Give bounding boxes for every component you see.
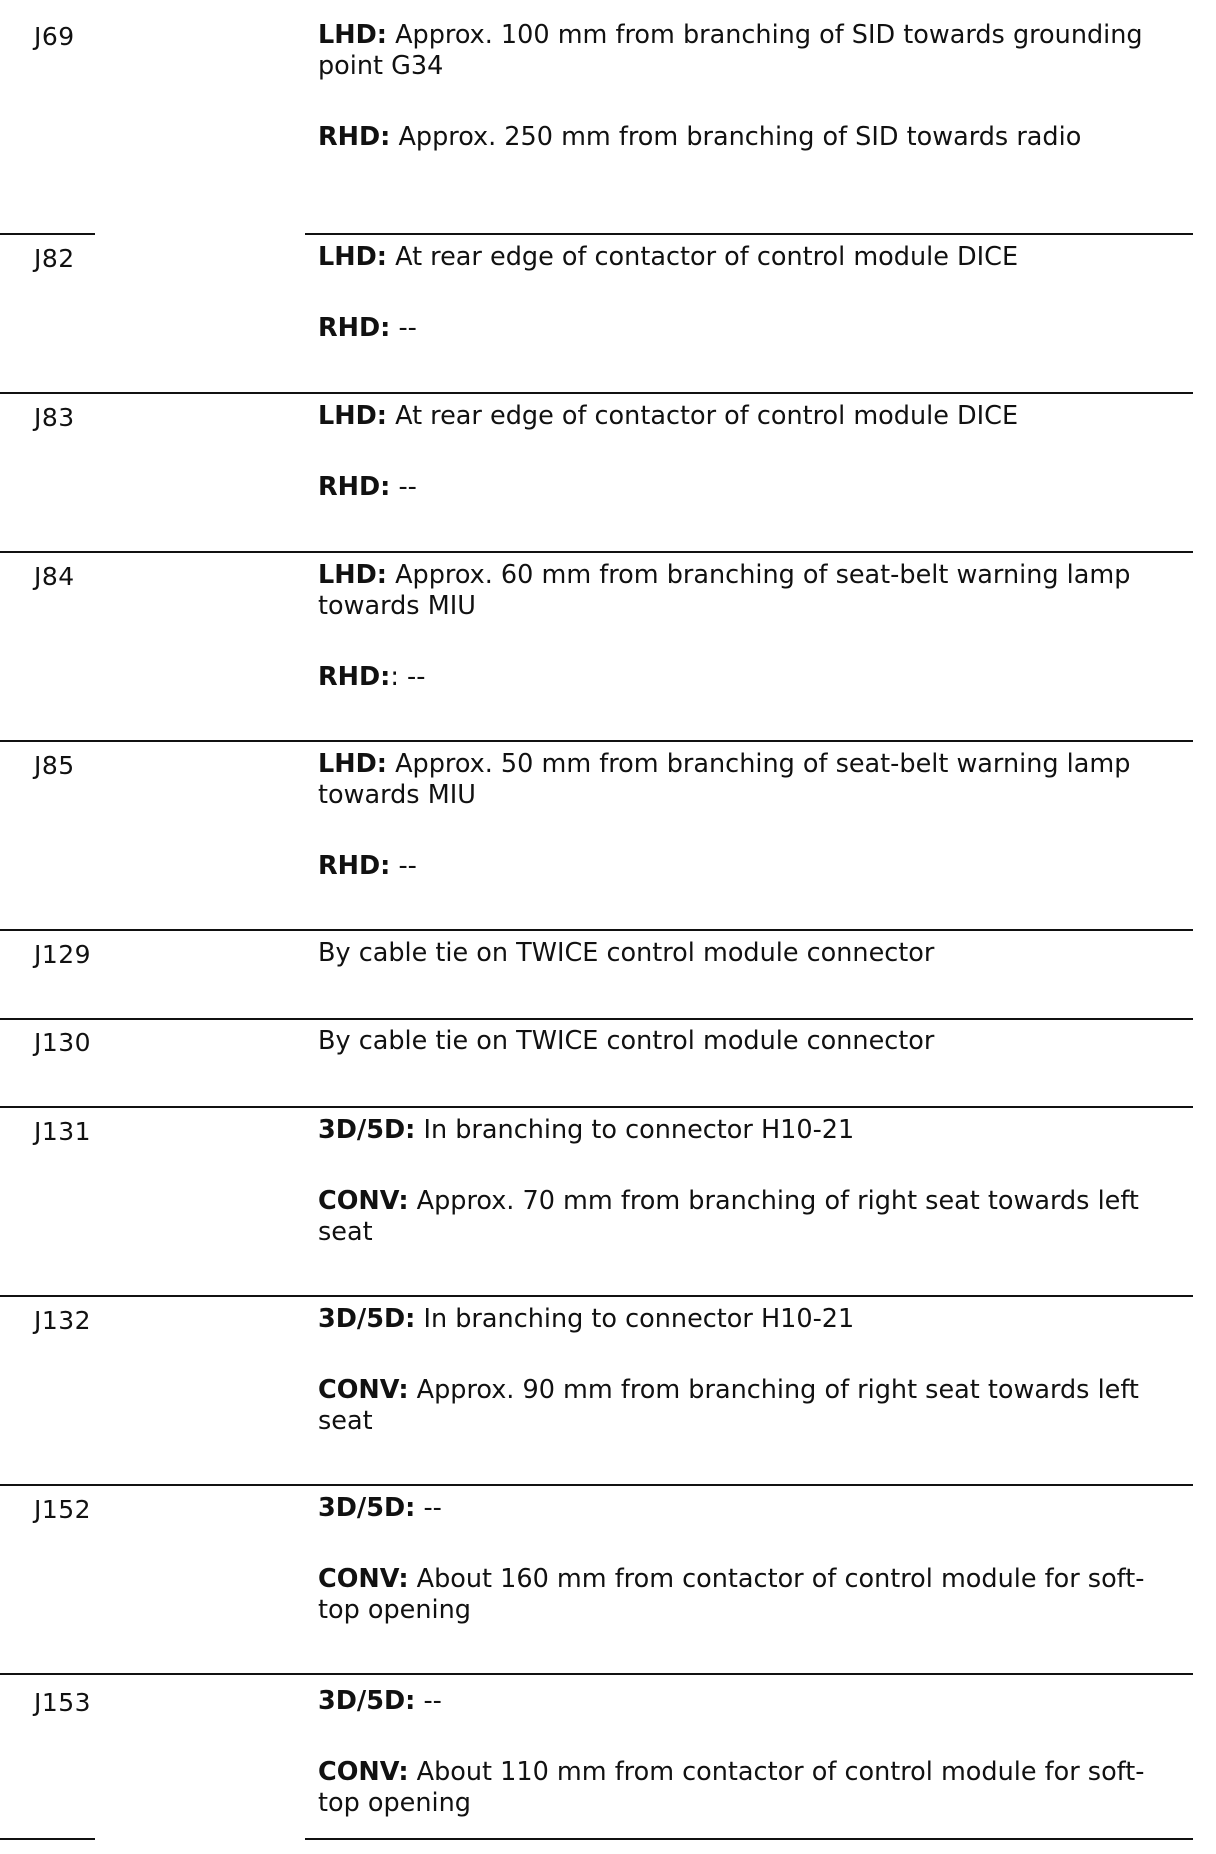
variant-label: CONV: (318, 1186, 409, 1216)
location-paragraph (318, 313, 1178, 344)
connector-id: J85 (34, 751, 75, 780)
location-text: In branching to connector H10-21 (415, 1115, 855, 1145)
location-paragraph (318, 1564, 1178, 1626)
location-paragraph (318, 938, 1178, 969)
location-paragraph (318, 1115, 1178, 1146)
connector-id: J69 (34, 22, 75, 51)
location-description (318, 401, 1178, 503)
connector-id: J153 (34, 1688, 92, 1717)
variant-label: RHD: (318, 122, 391, 152)
location-paragraph (318, 1026, 1178, 1057)
table-row (0, 394, 1216, 553)
connector-id: J131 (34, 1117, 92, 1146)
location-text: At rear edge of contactor of control module DICE (386, 242, 1019, 272)
location-text: -- (390, 851, 417, 881)
variant-label: 3D/5D: (318, 1304, 416, 1334)
variant-label: 3D/5D: (318, 1686, 416, 1716)
connector-id: J83 (34, 403, 75, 432)
table-row (0, 553, 1216, 742)
location-paragraph (318, 1686, 1178, 1717)
table-row (0, 1486, 1216, 1675)
location-description (318, 560, 1178, 693)
location-text: In branching to connector H10-21 (415, 1304, 855, 1334)
location-description (318, 749, 1178, 882)
table-row (0, 1675, 1216, 1840)
location-description (318, 1026, 1178, 1057)
variant-label: LHD: (318, 401, 387, 431)
variant-label: RHD: (318, 851, 391, 881)
location-description (318, 938, 1178, 969)
location-text: Approx. 100 mm from branching of SID towards grounding point G34 (318, 20, 1143, 81)
location-text: About 110 mm from contactor of control module for soft-top opening (318, 1757, 1145, 1818)
location-paragraph (318, 560, 1178, 622)
location-paragraph (318, 662, 1178, 693)
location-paragraph (318, 1186, 1178, 1248)
location-description (318, 1304, 1178, 1437)
variant-label: CONV: (318, 1564, 409, 1594)
location-text: Approx. 70 mm from branching of right seat towards left seat (318, 1186, 1139, 1247)
variant-label: LHD: (318, 20, 387, 50)
location-text: By cable tie on TWICE control module connector (318, 1026, 935, 1056)
location-text: Approx. 90 mm from branching of right seat towards left seat (318, 1375, 1139, 1436)
location-text: Approx. 50 mm from branching of seat-belt warning lamp towards MIU (318, 749, 1131, 810)
table-row (0, 0, 1216, 235)
connector-id: J152 (34, 1495, 92, 1524)
connector-id: J84 (34, 562, 75, 591)
table-row (0, 931, 1216, 1020)
location-text: -- (390, 472, 417, 502)
location-text: About 160 mm from contactor of control module for soft-top opening (318, 1564, 1145, 1625)
variant-label: CONV: (318, 1375, 409, 1405)
table-row (0, 742, 1216, 931)
variant-label: RHD: (318, 472, 391, 502)
connector-id: J129 (34, 940, 92, 969)
location-text: Approx. 60 mm from branching of seat-belt warning lamp towards MIU (318, 560, 1131, 621)
variant-label: RHD: (318, 662, 391, 692)
variant-label: LHD: (318, 560, 387, 590)
variant-label: CONV: (318, 1757, 409, 1787)
location-paragraph (318, 401, 1178, 432)
variant-label: RHD: (318, 313, 391, 343)
location-description (318, 1686, 1178, 1819)
location-text: : -- (390, 662, 426, 692)
connector-id: J130 (34, 1028, 92, 1057)
location-paragraph (318, 749, 1178, 811)
variant-label: LHD: (318, 749, 387, 779)
location-description (318, 1115, 1178, 1248)
table-row (0, 1020, 1216, 1108)
location-description (318, 20, 1178, 153)
table-row (0, 1108, 1216, 1297)
variant-label: 3D/5D: (318, 1493, 416, 1523)
location-paragraph (318, 122, 1178, 153)
location-paragraph (318, 1375, 1178, 1437)
location-description (318, 1493, 1178, 1626)
location-paragraph (318, 242, 1178, 273)
location-text: By cable tie on TWICE control module connector (318, 938, 935, 968)
location-text: -- (415, 1686, 442, 1716)
table-row (0, 235, 1216, 394)
variant-label: LHD: (318, 242, 387, 272)
location-text: -- (415, 1493, 442, 1523)
location-paragraph (318, 851, 1178, 882)
location-text: At rear edge of contactor of control module DICE (386, 401, 1019, 431)
location-paragraph (318, 20, 1178, 82)
connector-id: J132 (34, 1306, 92, 1335)
location-description (318, 242, 1178, 344)
location-text: Approx. 250 mm from branching of SID towards radio (390, 122, 1082, 152)
location-text: -- (390, 313, 417, 343)
location-paragraph (318, 1304, 1178, 1335)
variant-label: 3D/5D: (318, 1115, 416, 1145)
row-divider (0, 1838, 1216, 1840)
location-paragraph (318, 1757, 1178, 1819)
table-row (0, 1297, 1216, 1486)
connector-id: J82 (34, 244, 75, 273)
location-paragraph (318, 1493, 1178, 1524)
location-paragraph (318, 472, 1178, 503)
